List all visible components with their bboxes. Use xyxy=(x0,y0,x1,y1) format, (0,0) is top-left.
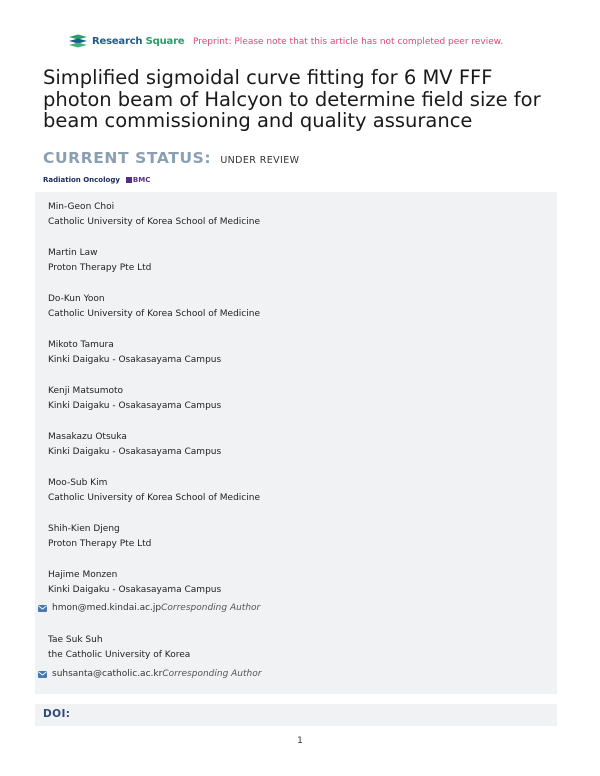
doi-label: DOI: xyxy=(43,708,71,720)
author-name: Moo-Sub Kim xyxy=(48,478,108,488)
author-email[interactable] xyxy=(38,603,260,613)
logo-word-primary: Research xyxy=(92,35,143,47)
journal-line[interactable] xyxy=(43,176,150,184)
journal-publisher: BMC xyxy=(132,176,151,184)
page-number: 1 xyxy=(297,736,303,746)
author-entry xyxy=(48,200,260,230)
author-entry xyxy=(48,633,190,663)
author-entry xyxy=(48,476,260,506)
author-entry xyxy=(48,338,221,368)
research-square-logo-icon xyxy=(68,34,88,48)
status-value: UNDER REVIEW xyxy=(220,155,300,166)
author-affiliation: Proton Therapy Pte Ltd xyxy=(48,263,152,273)
author-affiliation: Kinki Daigaku - Osakasayama Campus xyxy=(48,585,222,595)
author-name: Tae Suk Suh xyxy=(48,635,103,645)
article-title: Simplified sigmoidal curve fitting for 6 MV FFF photon beam of Halcyon to determine field size for beam commissioning and quality assurance xyxy=(43,66,541,132)
logo-word-secondary: Square xyxy=(145,35,185,47)
bmc-logo-icon xyxy=(126,177,132,183)
corresponding-author-label: Corresponding Author xyxy=(161,603,261,613)
author-name: Martin Law xyxy=(48,248,98,258)
author-name: Mikoto Tamura xyxy=(48,340,114,350)
author-entry xyxy=(48,292,260,322)
author-affiliation: the Catholic University of Korea xyxy=(48,650,191,660)
author-entry xyxy=(48,568,221,598)
author-name: Min-Geon Choi xyxy=(48,202,115,212)
author-affiliation: Proton Therapy Pte Ltd xyxy=(48,539,152,549)
author-entry xyxy=(48,384,221,414)
author-name: Masakazu Otsuka xyxy=(48,432,127,442)
preprint-notice: Preprint: Please note that this article has not completed peer review. xyxy=(193,37,504,47)
journal-name: Radiation Oncology xyxy=(43,176,120,184)
doi-panel xyxy=(35,704,557,726)
author-name: Do-Kun Yoon xyxy=(48,294,105,304)
envelope-icon xyxy=(38,671,47,678)
email-address[interactable]: suhsanta@catholic.ac.kr xyxy=(52,669,163,679)
logo-wordmark xyxy=(92,36,184,47)
status-label: CURRENT STATUS: xyxy=(43,149,212,167)
author-entry xyxy=(48,430,221,460)
author-entry xyxy=(48,246,151,276)
page-header xyxy=(68,34,538,54)
author-affiliation: Catholic University of Korea School of Medicine xyxy=(48,309,261,319)
author-email[interactable] xyxy=(38,669,261,679)
envelope-icon xyxy=(38,605,47,612)
corresponding-author-label: Corresponding Author xyxy=(162,669,262,679)
authors-panel xyxy=(35,192,557,694)
author-affiliation: Kinki Daigaku - Osakasayama Campus xyxy=(48,401,222,411)
current-status xyxy=(43,148,299,167)
author-name: Shih-Kien Djeng xyxy=(48,524,120,534)
author-entry xyxy=(48,522,151,552)
email-address[interactable]: hmon@med.kindai.ac.jp xyxy=(52,603,162,613)
author-affiliation: Catholic University of Korea School of Medicine xyxy=(48,493,261,503)
author-name: Kenji Matsumoto xyxy=(48,386,124,396)
research-square-logo[interactable] xyxy=(68,34,184,48)
author-affiliation: Kinki Daigaku - Osakasayama Campus xyxy=(48,355,222,365)
author-affiliation: Catholic University of Korea School of Medicine xyxy=(48,217,261,227)
author-affiliation: Kinki Daigaku - Osakasayama Campus xyxy=(48,447,222,457)
author-name: Hajime Monzen xyxy=(48,570,118,580)
